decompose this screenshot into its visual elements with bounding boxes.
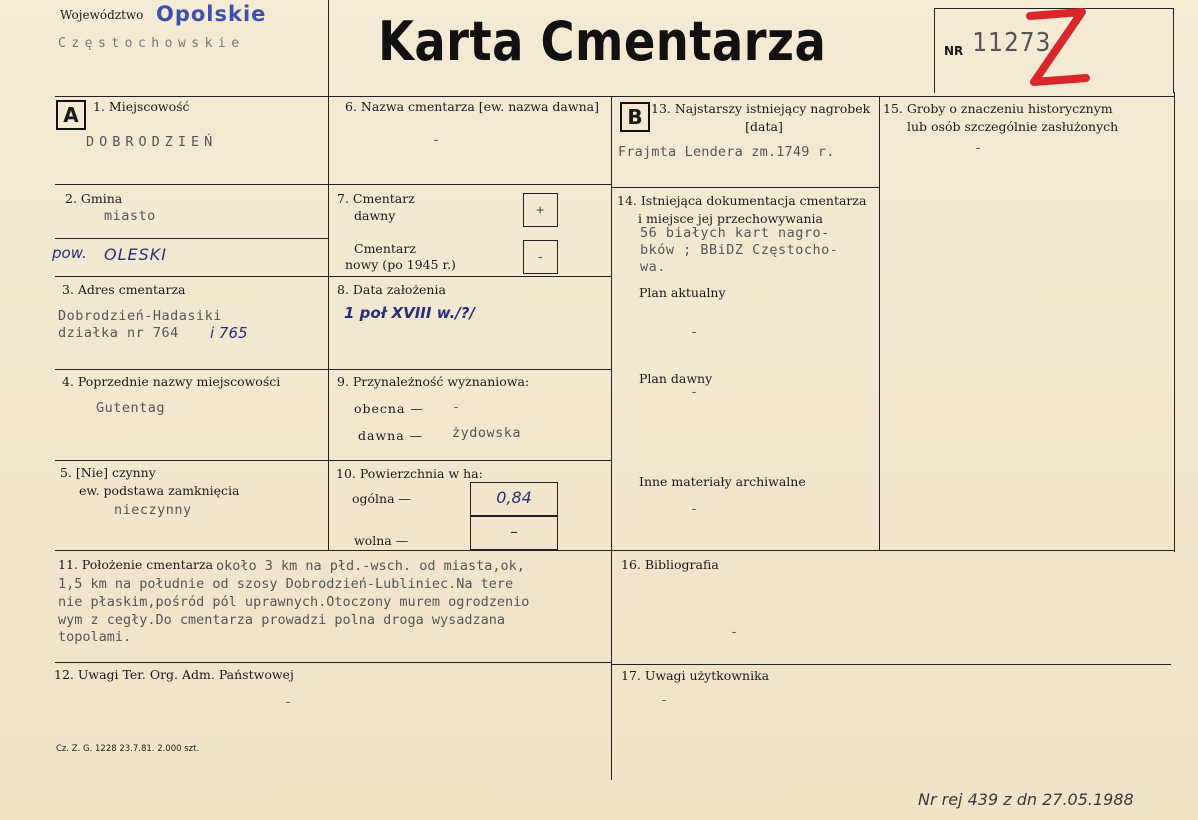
powiat-value: OLESKI (104, 245, 167, 264)
f6-label: 6. Nazwa cmentarza [ew. nazwa dawna] (345, 99, 599, 114)
f7-new-label2: nowy (po 1945 r.) (345, 257, 456, 272)
f13-label-line2: [data] (745, 119, 783, 134)
section-b-letter: B (620, 102, 650, 132)
f7-old-box (523, 193, 558, 227)
f17-value: - (660, 692, 669, 708)
f10-total-box (470, 482, 558, 516)
f15-value: - (974, 140, 983, 156)
f9-former-label: dawna — (358, 428, 424, 443)
f13-label-line1: 13. Najstarszy istniejący nagrobek (651, 101, 871, 116)
vline-right (1174, 92, 1175, 552)
f8-value: 1 poł XVIII w./?/ (344, 304, 475, 322)
hline-bottom-left (55, 662, 611, 663)
f8-label: 8. Data założenia (337, 282, 446, 297)
f9-label: 9. Przynależność wyznaniowa: (337, 374, 530, 389)
f3-value-line2: działka nr 764 (58, 325, 179, 341)
old-voivodeship: Częstochowskie (58, 36, 245, 51)
f15-label-line2: lub osób szczególnie zasłużonych (907, 119, 1119, 134)
voivodeship-label: Województwo (60, 8, 144, 22)
nr-label: NR (944, 44, 964, 58)
footer-note: Nr rej 439 z dn 27.05.1988 (918, 790, 1134, 809)
archive-label: Inne materiały archiwalne (639, 474, 806, 489)
hline-c1-r2 (55, 238, 328, 239)
f17-label: 17. Uwagi użytkownika (621, 668, 770, 683)
f11-text-line4: wym z cegły.Do cmentarza prowadzi polna droga wysadzana (58, 612, 506, 628)
hline-top (55, 96, 1175, 97)
f3-value-line1: Dobrodzień-Hadasiki (58, 308, 222, 324)
f11-text-line3: nie płaskim,pośród pól uprawnych.Otoczony murem ogrodzenio (58, 594, 530, 610)
f11-text-line2: 1,5 km na południe od szosy Dobrodzień-Lubliniec.Na tere (58, 576, 514, 592)
f15-label-line1: 15. Groby o znaczeniu historycznym (883, 101, 1113, 116)
section-a-letter: A (56, 100, 86, 130)
nr-value: 11273 (972, 28, 1052, 58)
hline-bottom-section (55, 550, 1175, 551)
hline-c1-r4 (55, 369, 328, 370)
print-info: Cz. Z. G. 1228 23.7.81. 2.000 szt. (56, 744, 200, 754)
plan-current-label: Plan aktualny (639, 285, 726, 300)
f11-text-line1: około 3 km na płd.-wsch. od miasta,ok, (216, 558, 525, 574)
hline-c3-r1 (611, 187, 879, 188)
hline-c1-r1 (55, 184, 328, 185)
hline-c1-r3 (55, 276, 328, 277)
f10-total-value: 0,84 (496, 488, 532, 507)
plan-old-value: - (690, 384, 699, 400)
f7-old-value: + (536, 202, 545, 218)
f7-label: 7. Cmentarz (337, 191, 415, 206)
hline-c2-r1 (328, 184, 611, 185)
f7-new-label1: Cmentarz (354, 241, 416, 256)
f14-value-line1: 56 białych kart nagro- (640, 225, 830, 241)
f11-text-line5: topolami. (58, 629, 132, 645)
f7-old-label: dawny (354, 208, 396, 223)
f9-former-value: żydowska (452, 425, 522, 441)
f3-label: 3. Adres cmentarza (62, 282, 186, 297)
f16-value: - (730, 624, 739, 640)
hline-c2-r3 (328, 369, 611, 370)
f4-label: 4. Poprzednie nazwy miejscowości (62, 374, 281, 389)
powiat-prefix: pow. (52, 244, 87, 262)
f9-current-label: obecna — (354, 401, 424, 416)
f14-value-line2: bków ; BBiDZ Częstocho- (640, 242, 839, 258)
archive-value: - (690, 501, 699, 517)
f1-label: 1. Miejscowość (93, 99, 190, 114)
red-z-mark (1024, 8, 1090, 88)
f13-value: Frajmta Lendera zm.1749 r. (618, 144, 835, 160)
hline-bottom-right (611, 664, 1171, 665)
f11-label: 11. Położenie cmentarza (58, 557, 214, 572)
plan-old-label: Plan dawny (639, 371, 713, 386)
vline-col2 (611, 96, 612, 780)
f4-value: Gutentag (96, 400, 166, 416)
card-title: Karta Cmentarza (378, 10, 827, 73)
vline-col3 (879, 96, 880, 550)
f6-value: - (432, 132, 441, 148)
f16-label: 16. Bibliografia (621, 557, 719, 572)
f14-value-line3: wa. (640, 259, 666, 275)
f14-label-line1: 14. Istniejąca dokumentacja cmentarza (617, 193, 867, 208)
hline-c2-r2 (328, 276, 611, 277)
f14-label-line2: i miejsce jej przechowywania (638, 211, 823, 226)
f5-label-line1: 5. [Nie] czynny (60, 465, 156, 480)
f1-value: DOBRODZIEŃ (86, 134, 218, 150)
f10-free-label: wolna — (354, 533, 409, 548)
hline-c2-r4 (328, 460, 611, 461)
f9-current-value: - (452, 399, 461, 415)
f3-value-hand: i 765 (210, 324, 248, 342)
f2-value: miasto (104, 208, 156, 224)
f10-label: 10. Powierzchnia w ha: (336, 466, 483, 481)
f7-new-value: - (536, 249, 545, 265)
f12-value: - (284, 694, 293, 710)
f12-label: 12. Uwagi Ter. Org. Adm. Państwowej (54, 667, 294, 682)
f10-free-box (470, 516, 558, 550)
f10-total-label: ogólna — (352, 491, 412, 506)
f2-label: 2. Gmina (65, 191, 123, 206)
f5-value: nieczynny (114, 502, 192, 518)
f10-free-value: – (510, 522, 518, 541)
f7-new-box (523, 240, 558, 274)
plan-current-value: - (690, 324, 699, 340)
f5-label-line2: ew. podstawa zamknięcia (79, 483, 240, 498)
vline-col1 (328, 0, 329, 550)
hline-c1-r5 (55, 460, 328, 461)
voivodeship-stamp: Opolskie (156, 2, 267, 26)
